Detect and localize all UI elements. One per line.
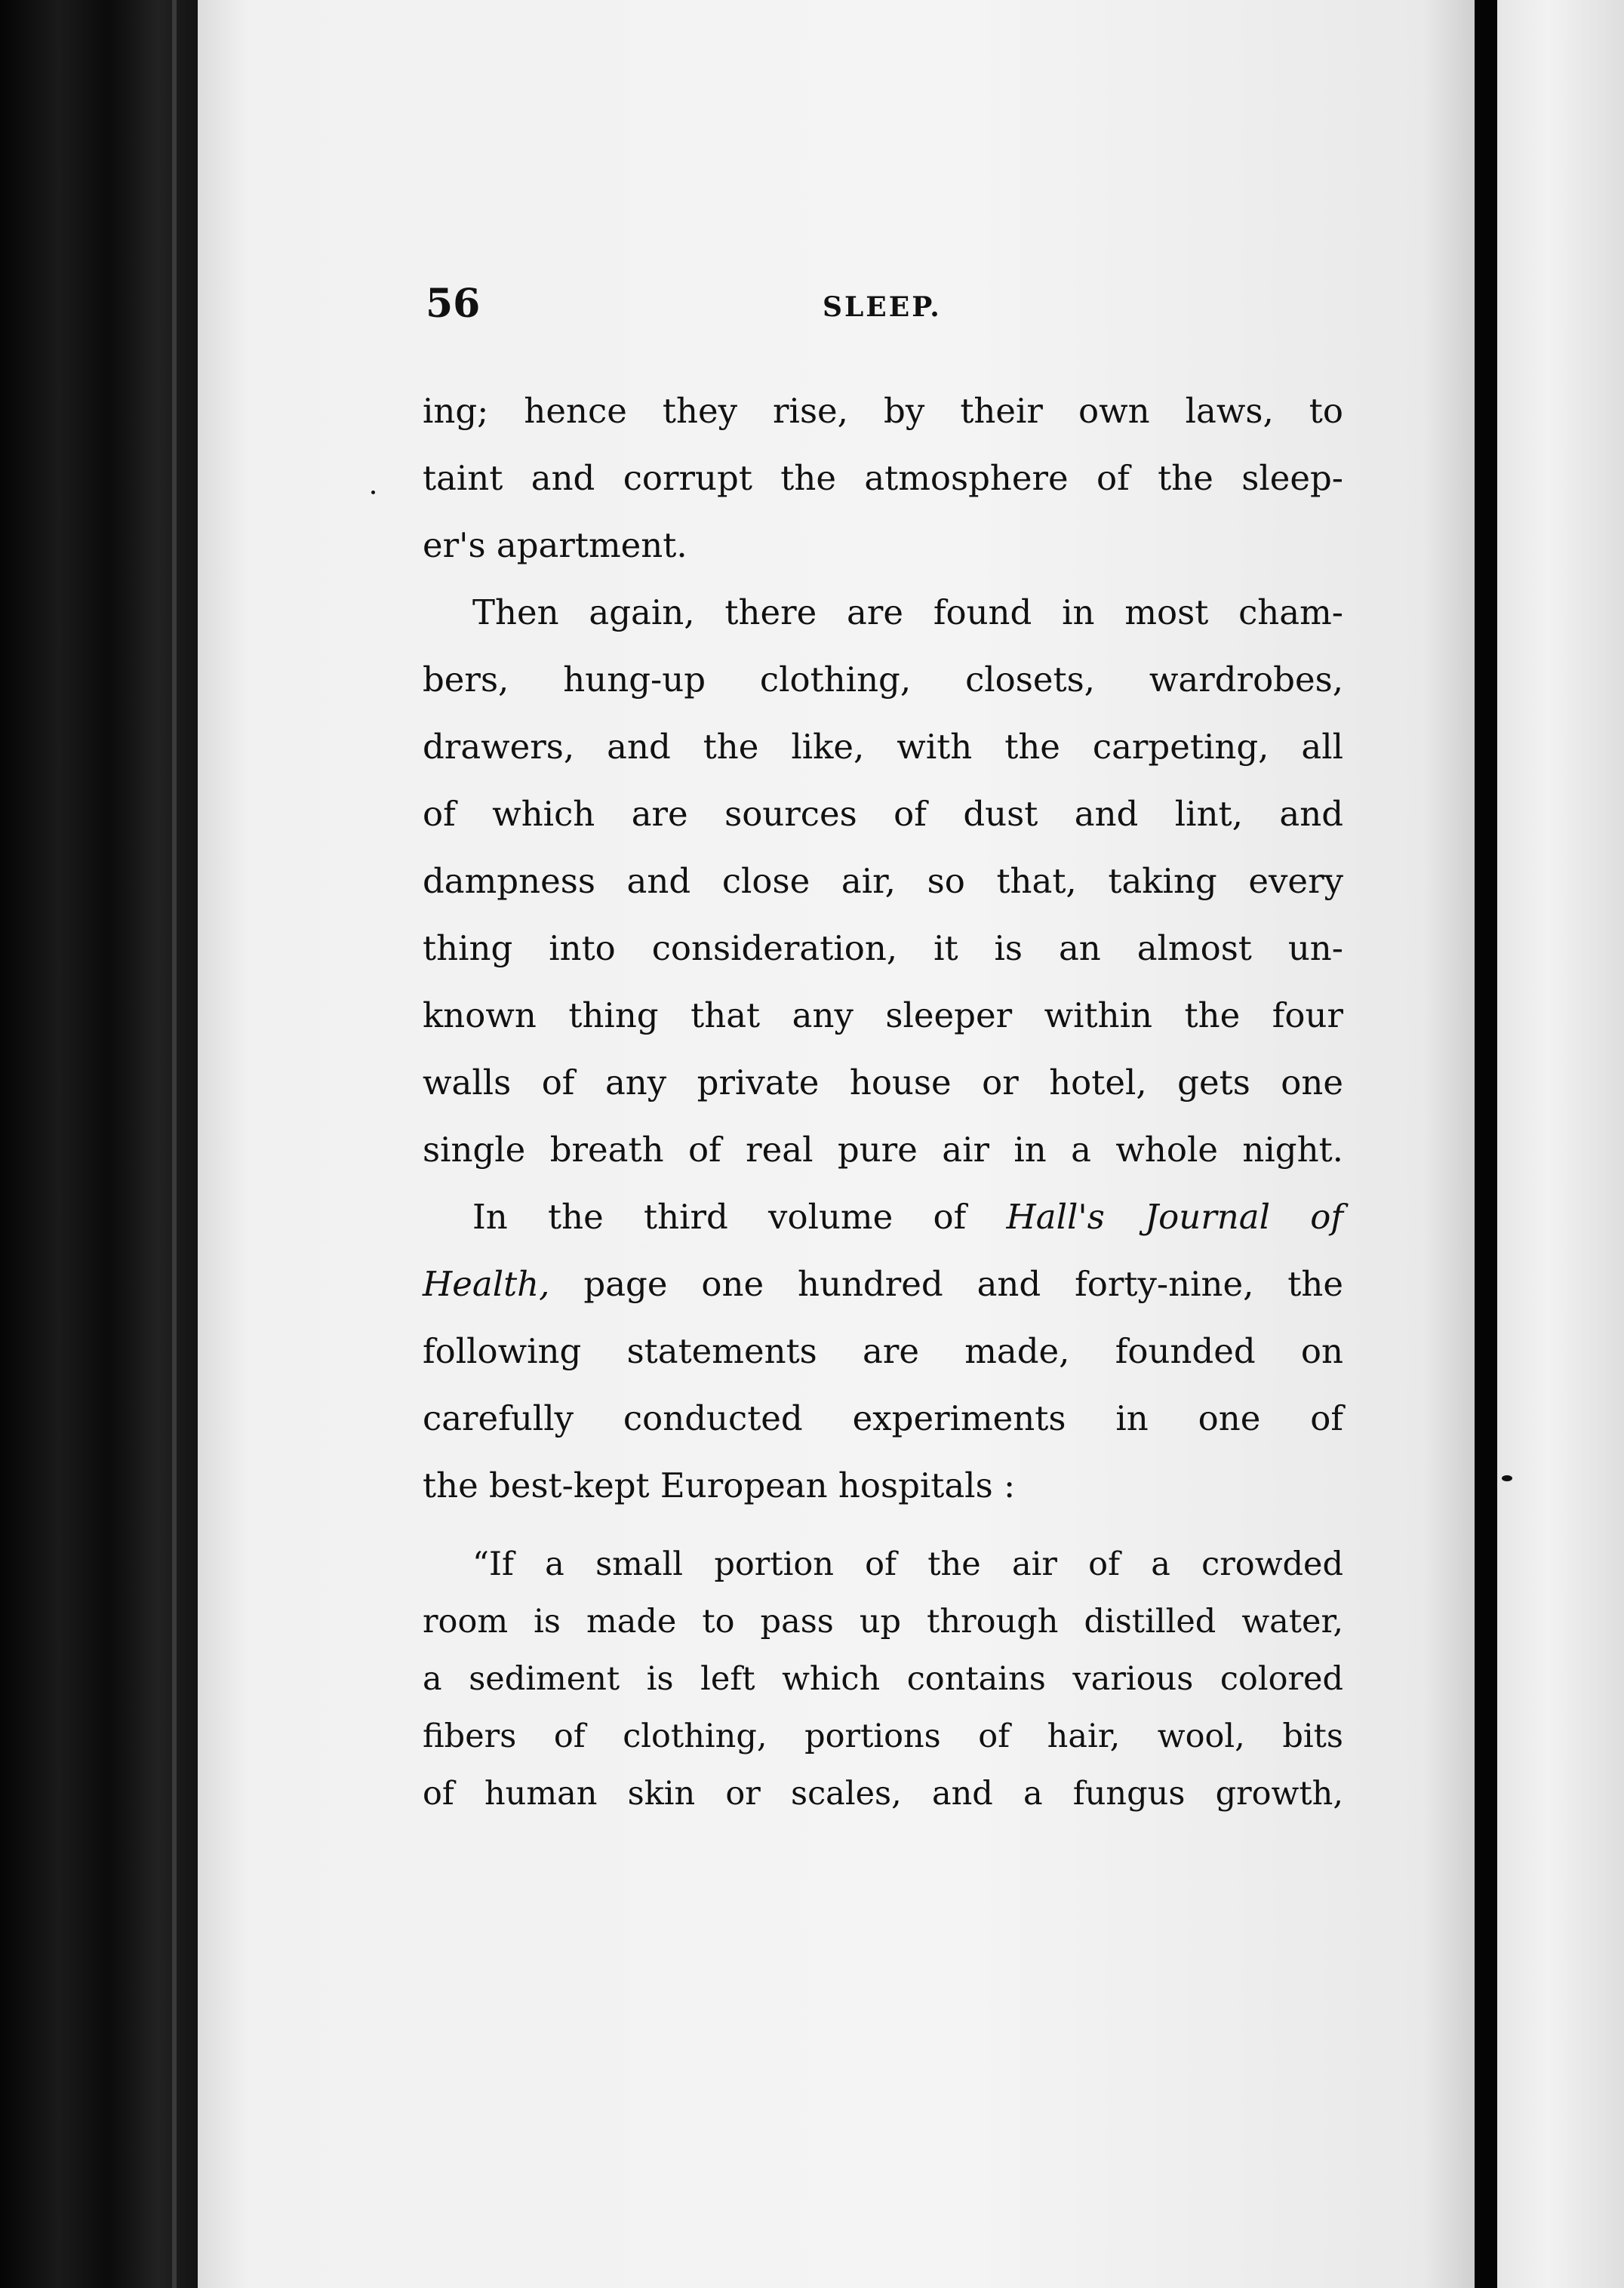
paragraph-gap (423, 1519, 1343, 1536)
binding-shadow-line (172, 0, 177, 2288)
text-line (423, 1250, 1343, 1318)
ink-speck (371, 491, 375, 494)
text-line: “If a small portion of the air of a crowded (472, 1545, 1343, 1583)
body-text (423, 377, 1343, 1822)
text-line: single breath of real pure air in a whole night. (423, 1130, 1343, 1170)
text-line (423, 1183, 1343, 1250)
text-line: of human skin or scales, and a fungus growth, (423, 1775, 1343, 1813)
journal-title-cont: Health, (423, 1264, 550, 1304)
text-line: following statements are made, founded on (423, 1331, 1343, 1371)
text-line: walls of any private house or hotel, gets one (423, 1063, 1343, 1102)
text-line: drawers, and the like, with the carpeting, all (423, 727, 1343, 767)
text-line: dampness and close air, so that, taking every (423, 861, 1343, 901)
text-line: taint and corrupt the atmosphere of the sleep- (423, 458, 1343, 498)
text-line: known thing that any sleeper within the four (423, 995, 1343, 1035)
page-number: 56 (426, 281, 481, 327)
text-line: bers, hung-up clothing, closets, wardrobes, (423, 660, 1343, 700)
journal-title: Hall's Journal of (1006, 1197, 1343, 1237)
text-line: a sediment is left which contains various colored (423, 1660, 1343, 1698)
text-line: er's apartment. (423, 525, 687, 565)
ink-speck (1502, 1475, 1512, 1481)
text-line: Then again, there are found in most cham- (472, 592, 1343, 632)
text-line: of which are sources of dust and lint, and (423, 794, 1343, 834)
text-line: room is made to pass up through distilled water, (423, 1603, 1343, 1641)
text-line: the best-kept European hospitals : (423, 1465, 1016, 1505)
text-line: ing; hence they rise, by their own laws, to (423, 391, 1343, 431)
paragraph (423, 1183, 1343, 1519)
book-binding-edge (0, 0, 198, 2288)
text-run: page one hundred and forty-nine, the (583, 1264, 1343, 1304)
paragraph (423, 579, 1343, 1183)
text-line: carefully conducted experiments in one of (423, 1398, 1343, 1438)
page-gutter (1475, 0, 1497, 2288)
text-line: thing into consideration, it is an almost un- (423, 928, 1343, 968)
running-title: SLEEP. (823, 291, 942, 323)
block-quote (423, 1536, 1343, 1822)
text-run: In the third volume of (472, 1197, 967, 1237)
next-page-edge (1497, 0, 1624, 2288)
paragraph (423, 377, 1343, 579)
text-line: fibers of clothing, portions of hair, wool, bits (423, 1718, 1343, 1755)
